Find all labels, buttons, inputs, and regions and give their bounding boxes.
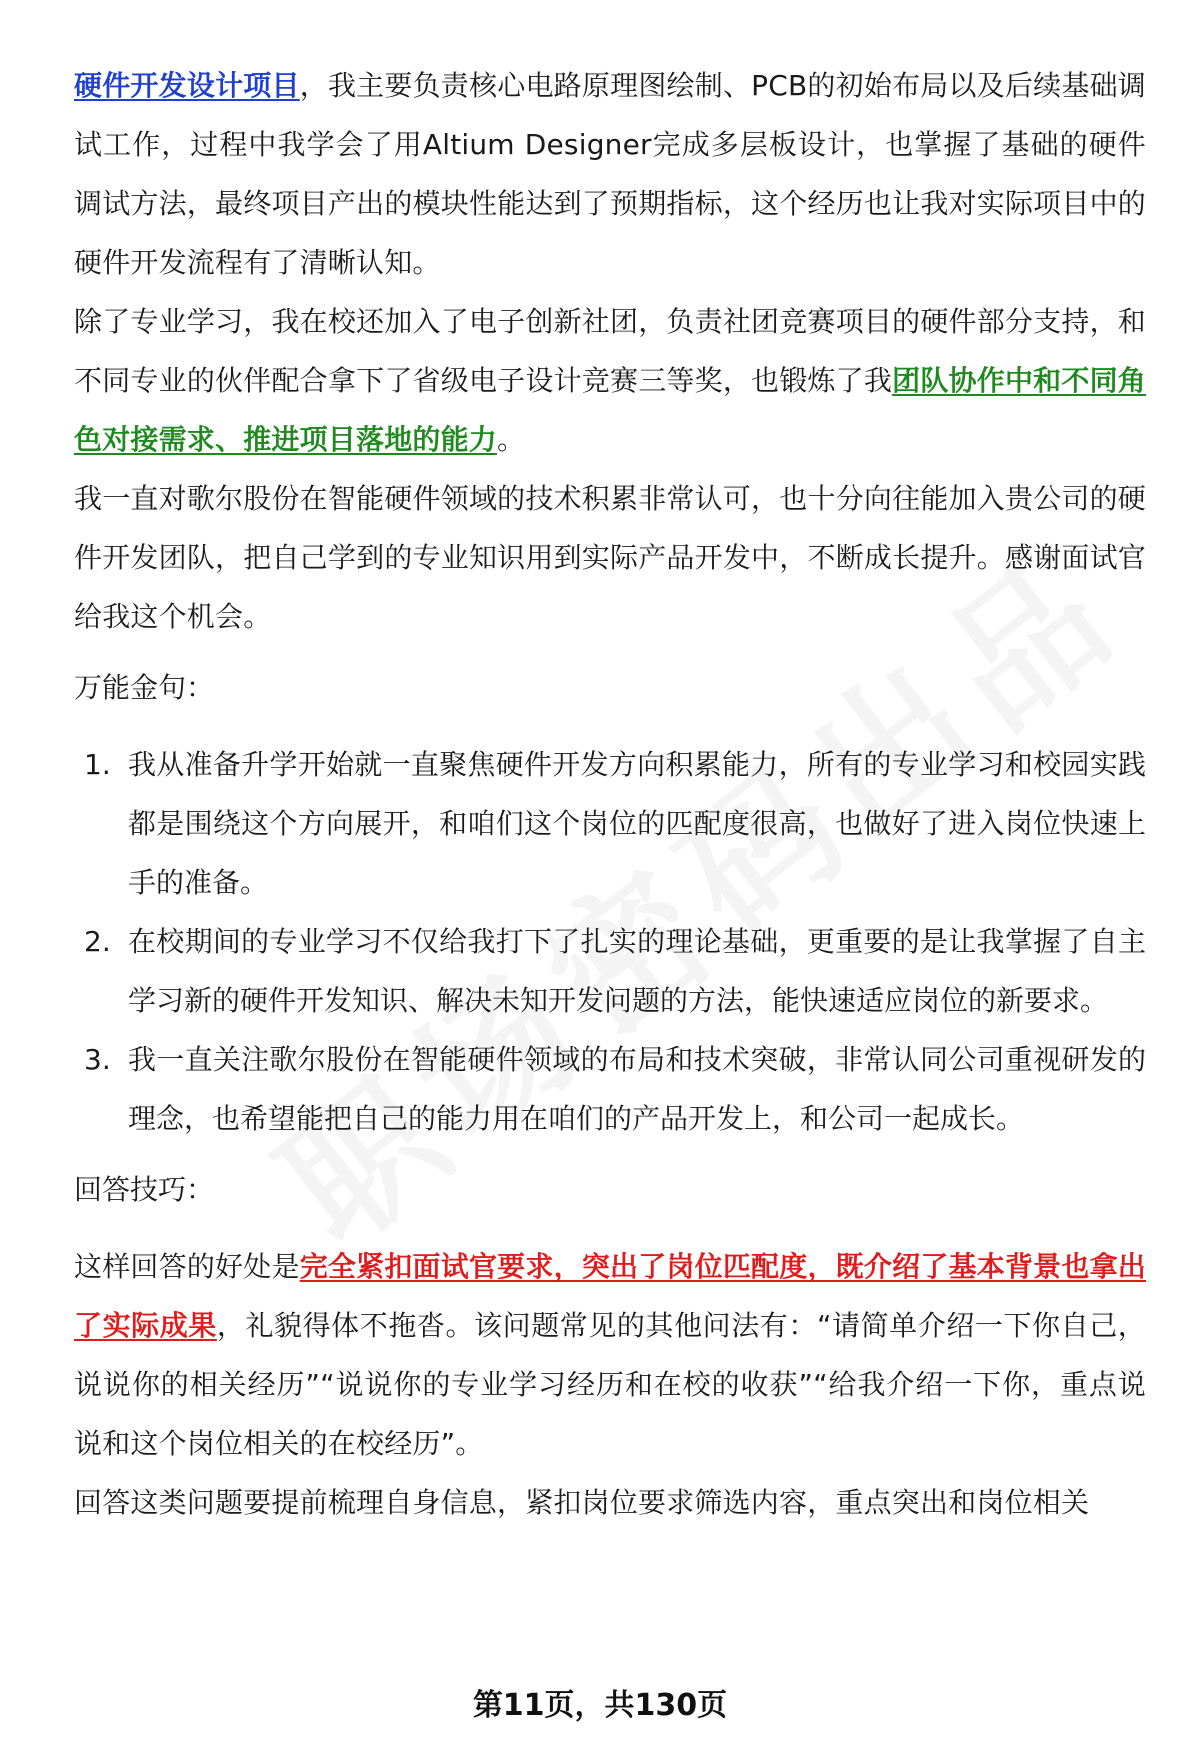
intro-paragraph-1-text: ，我主要负责核心电路原理图绘制、PCB的初始布局以及后续基础调试工作，过程中我学会了用Altium Designer完成多层板设计，也掌握了基础的硬件调试方法，最终项目产出的模块性能达到了预期指标，这个经历也让我对实际项目中的硬件开发流程有了清晰认知。: [74, 69, 1146, 279]
intro-paragraph-3: 我一直对歌尔股份在智能硬件领域的技术积累非常认可，也十分向往能加入贵公司的硬件开发团队，把自己学到的专业知识用到实际产品开发中，不断成长提升。感谢面试官给我这个机会。: [74, 482, 1146, 633]
intro-paragraph-2: [74, 292, 1146, 469]
list-item-number: 2.: [84, 925, 111, 958]
golden-sentences-list: [74, 735, 1146, 1148]
list-item: [74, 735, 1146, 912]
golden-sentences-heading: 万能金句：: [74, 671, 215, 704]
list-item-number: 3.: [84, 1043, 111, 1076]
list-item: [74, 912, 1146, 1030]
tips-paragraph-1: [74, 1237, 1146, 1473]
list-item: [74, 1030, 1146, 1148]
project-highlight: 硬件开发设计项目: [74, 69, 300, 102]
document-body: [74, 56, 1146, 1532]
page-number: 第11页，共130页: [472, 1688, 728, 1723]
intro-paragraph-2-end: 。: [497, 423, 526, 456]
benefit-highlight: 完全紧扣面试官要求，突出了岗位匹配度，既介绍了基本背景也拿出了实际成果: [74, 1250, 1146, 1342]
tips-paragraph-1-text: ，礼貌得体不拖沓。该问题常见的其他问法有：“请简单介绍一下你自己，说说你的相关经历”“说说你的专业学习经历和在校的收获”“给我介绍一下你，重点说说和这个岗位相关的在校经历”。: [74, 1309, 1146, 1460]
intro-paragraph-2-text: 除了专业学习，我在校还加入了电子创新社团，负责社团竞赛项目的硬件部分支持，和不同专业的伙伴配合拿下了省级电子设计竞赛三等奖，也锻炼了我: [74, 305, 1146, 397]
answer-tips-heading: 回答技巧：: [74, 1173, 215, 1206]
intro-paragraph-1: [74, 56, 1146, 292]
list-item-text: 我一直关注歌尔股份在智能硬件领域的布局和技术突破，非常认同公司重视研发的理念，也希望能把自己的能力用在咱们的产品开发上，和公司一起成长。: [128, 1043, 1146, 1135]
list-item-number: 1.: [84, 748, 111, 781]
tips-paragraph-2: 回答这类问题要提前梳理自身信息，紧扣岗位要求筛选内容，重点突出和岗位相关: [74, 1486, 1090, 1519]
tips-paragraph-1-start: 这样回答的好处是: [74, 1250, 300, 1283]
teamwork-highlight: 团队协作中和不同角色对接需求、推进项目落地的能力: [74, 364, 1146, 456]
list-item-text: 我从准备升学开始就一直聚焦硬件开发方向积累能力，所有的专业学习和校园实践都是围绕这个方向展开，和咱们这个岗位的匹配度很高，也做好了进入岗位快速上手的准备。: [128, 748, 1146, 899]
list-item-text: 在校期间的专业学习不仅给我打下了扎实的理论基础，更重要的是让我掌握了自主学习新的硬件开发知识、解决未知开发问题的方法，能快速适应岗位的新要求。: [128, 925, 1146, 1017]
